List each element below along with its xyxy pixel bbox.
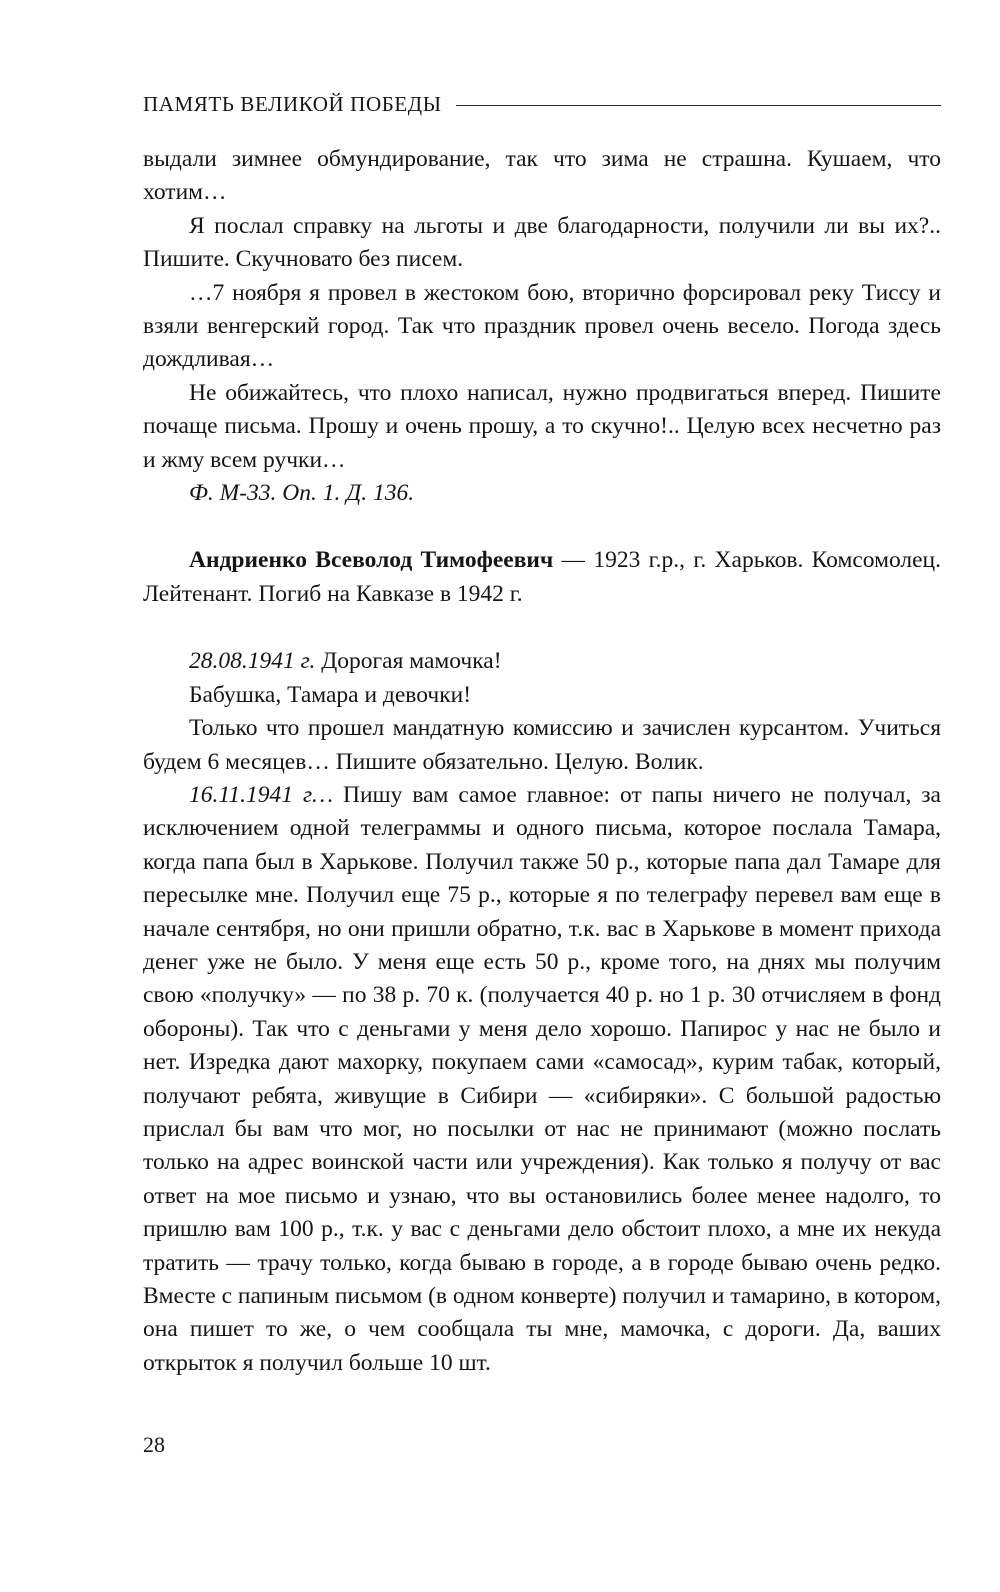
text-segment: Андриенко Всеволод Тимофеевич [189, 547, 554, 574]
paragraph [143, 210, 941, 277]
text-segment: 28.08.1941 г. [189, 648, 316, 675]
text-segment: Дорогая мамочка! [315, 648, 502, 675]
paragraph [143, 277, 941, 377]
running-header [143, 92, 941, 117]
text-segment: 16.11.1941 г… [189, 781, 334, 808]
paragraph [143, 477, 941, 510]
text-segment: Бабушка, Тамара и девочки! [189, 681, 472, 708]
paragraph [143, 779, 941, 1380]
paragraph [143, 679, 941, 712]
text-segment: Ф. М-33. Оп. 1. Д. 136. [189, 480, 415, 507]
text-segment: — 1923 г.р., г. Харьков. Комсомолец. Лейтенант. Погиб на Кавказе в 1942 г. [143, 547, 941, 607]
text-block [143, 92, 941, 1380]
text-segment: Пишу вам самое главное: от папы ничего не получал, за исключением одной телеграммы и одного письма, которое послала Тамара, когда папа был в Харькове. Получил также 50 р., которые папа дал Тамаре для пересылке мне. Получил еще 75 р., которые я по телеграфу перевел вам еще в начале сентября, но они пришли обратно, т.к. вас в Харькове в момент прихода денег уже не было. У меня еще есть 50 р., кроме того, на днях мы получим свою «получку» — по 38 р. 70 к. (получается 40 р. но 1 р. 30 отчисляем в фонд обороны). Так что с деньгами у меня дело хорошо. Папирос у нас не было и нет. Изредка дают махорку, покупаем сами «самосад», курим табак, который, получают ребята, живущие в Сибири — «сибиряки». С большой радостью прислал бы вам что мог, но посылки от нас не принимают (можно послать только на адрес воинской части или учреждения). Как только я получу от вас ответ на мое письмо и узнаю, что вы остановились более менее надолго, то пришлю вам 100 р., т.к. у вас с деньгами дело обстоит плохо, а мне их некуда тратить — трачу только, когда бываю в городе, а в городе бываю очень редко. Вместе с папиным письмом (в одном конверте) получил и тамарино, в котором, она пишет то же, о чем сообщала ты мне, мамочка, с дороги. Да, ваших открыток я получил больше 10 шт. [143, 781, 941, 1376]
page-number: 28 [143, 1432, 165, 1457]
text-segment: …7 ноября я провел в жестоком бою, вторично форсировал реку Тиссу и взяли венгерский город. Так что праздник провел очень весело. Погода здесь дождливая… [143, 279, 941, 373]
text-segment: Я послал справку на льготы и две благодарности, получили ли вы их?.. Пишите. Скучновато без писем. [143, 212, 941, 273]
body-text [143, 143, 941, 1380]
running-header-title: ПАМЯТЬ ВЕЛИКОЙ ПОБЕДЫ [143, 92, 442, 116]
header-rule [456, 105, 941, 106]
text-segment: Только что прошел мандатную комиссию и зачислен курсантом. Учиться будем 6 месяцев… Пишите обязательно. Целую. Волик. [143, 715, 941, 775]
text-segment: Не обижайтесь, что плохо написал, нужно продвигаться вперед. Пишите почаще письма. Прошу и очень прошу, а то скучно!.. Целую всех несчетно раз и жму всем ручки… [143, 379, 941, 473]
paragraph [143, 645, 941, 678]
text-segment: выдали зимнее обмундирование, так что зима не страшна. Кушаем, что хотим… [143, 146, 941, 206]
paragraph [143, 544, 941, 611]
paragraph [143, 712, 941, 779]
paragraph [143, 143, 941, 210]
paragraph [143, 377, 941, 477]
